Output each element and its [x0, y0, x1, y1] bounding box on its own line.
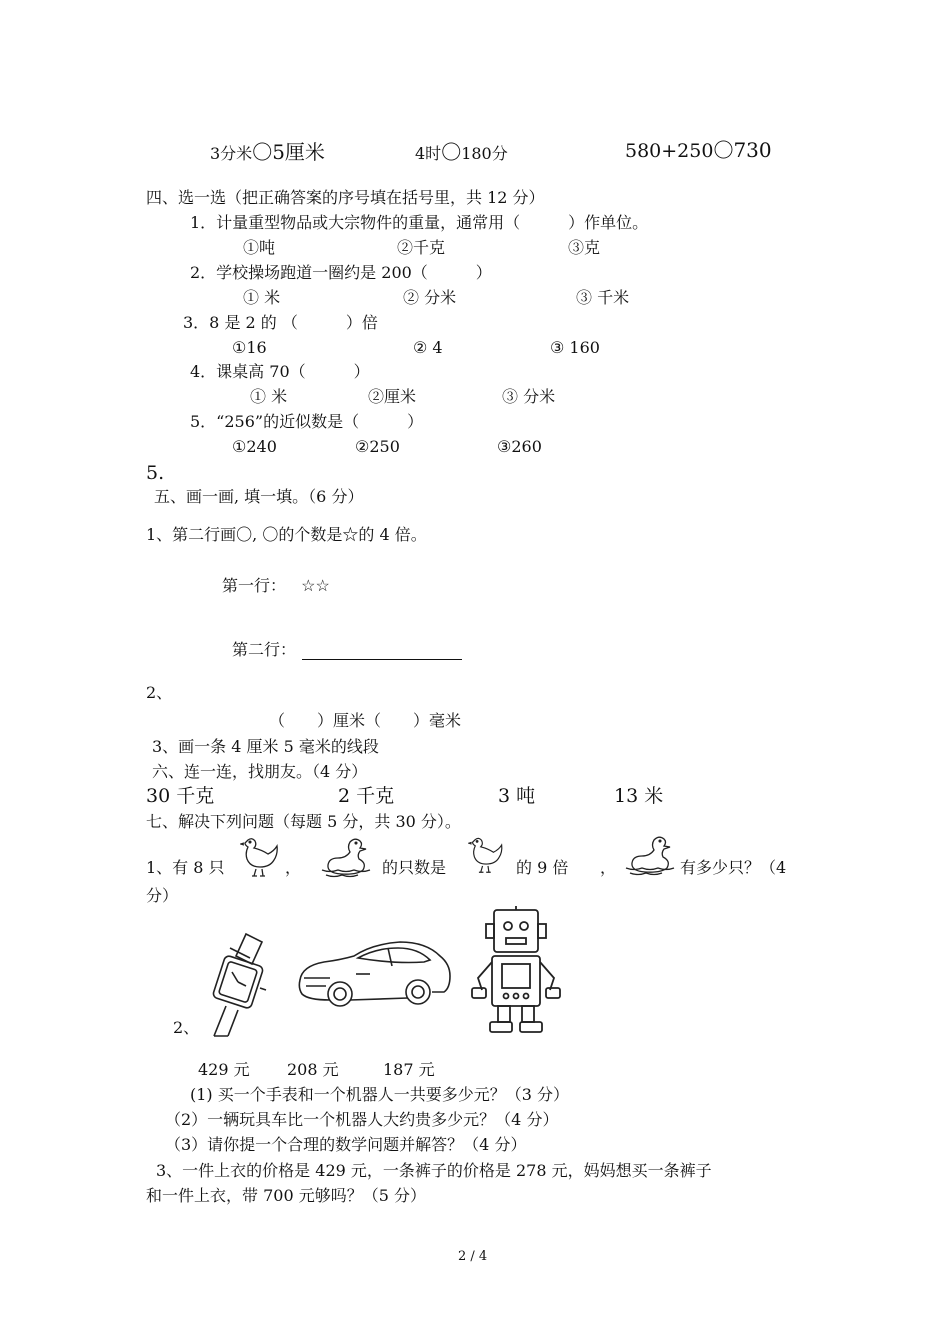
s4-q5-opt2: ②250: [355, 437, 400, 456]
s7-q3-line1: 3、一件上衣的价格是 429 元，一条裤子的价格是 278 元，妈妈想买一条裤子: [156, 1161, 712, 1180]
chicken-icon-2: [468, 834, 508, 876]
price-watch: 429 元: [198, 1060, 250, 1079]
compare-a-left: 3分米: [210, 144, 253, 163]
s6-item-2: 2 千克: [338, 785, 395, 807]
s4-q1-opt2: ②千克: [397, 238, 446, 257]
s5-q1: 1、第二行画〇, 〇的个数是☆的 4 倍。: [146, 525, 427, 544]
compare-a-circle: 〇: [252, 140, 273, 164]
s4-q1: 1．计量重型物品或大宗物件的重量，通常用（ ）作单位。: [190, 213, 649, 232]
s4-q2: 2．学校操场跑道一圈约是 200（ ）: [190, 263, 492, 282]
section4-heading: 四、选一选（把正确答案的序号填在括号里，共 12 分）: [146, 188, 545, 207]
s6-item-3: 3 吨: [498, 785, 536, 807]
s5-q2-blank: （ ）厘米（ ）毫米: [269, 711, 462, 730]
compare-b-left: 4时: [415, 144, 442, 163]
stray-number: 5.: [146, 462, 165, 484]
s4-q5: 5．“256”的近似数是（ ）: [190, 412, 424, 431]
section6-heading: 六、连一连，找朋友。（4 分）: [152, 762, 368, 781]
s7-q1-comma1: ，: [285, 858, 302, 877]
chicken-icon: [240, 836, 284, 878]
s5-row2-label: 第二行：: [232, 640, 297, 659]
s5-q3: 3、画一条 4 厘米 5 毫米的线段: [152, 737, 379, 756]
s7-q2-2: （2）一辆玩具车比一个机器人大约贵多少元？（4 分）: [165, 1110, 559, 1129]
s4-q2-opt2: ② 分米: [403, 288, 457, 307]
s4-q4: 4．课桌高 70（ ）: [190, 362, 370, 381]
s4-q5-opt1: ①240: [232, 437, 277, 456]
s5-row1-stars: ☆☆: [301, 576, 330, 595]
s6-item-1: 30 千克: [146, 785, 215, 807]
s4-q3-opt1: ①16: [232, 338, 267, 357]
s7-q2-3: （3）请你提一个合理的数学问题并解答？（4 分）: [165, 1135, 527, 1154]
duck-icon: [320, 836, 376, 878]
page-number: 2 / 4: [458, 1249, 488, 1264]
s5-row2-answer-line[interactable]: [302, 641, 462, 660]
compare-c-right: 730: [733, 138, 772, 162]
s7-q1-d: 有多少只？（4: [680, 858, 787, 877]
s4-q5-opt3: ③260: [497, 437, 542, 456]
s4-q3-opt3: ③ 160: [550, 338, 600, 357]
s6-item-4: 13 米: [614, 785, 664, 807]
s7-q1-c: 的 9 倍: [516, 858, 569, 877]
s4-q1-opt1: ①吨: [243, 238, 276, 257]
s5-row1: [222, 576, 330, 596]
duck-icon-2: [624, 834, 680, 876]
s4-q2-opt1: ① 米: [243, 288, 281, 307]
s5-q2: 2、: [146, 683, 173, 702]
section5-heading: 五、画一画, 填一填。（6 分）: [154, 487, 364, 506]
compare-b: [415, 140, 508, 164]
compare-a: [210, 140, 325, 164]
s5-row2: [232, 640, 462, 660]
s7-q1-b: 的只数是: [382, 858, 447, 877]
s4-q4-opt3: ③ 分米: [502, 387, 556, 406]
compare-a-right: 5厘米: [272, 140, 325, 164]
compare-c: [625, 138, 772, 162]
s7-q1-a: 1、有 8 只: [146, 858, 225, 877]
section7-heading: 七、解决下列问题（每题 5 分，共 30 分）。: [146, 812, 461, 831]
s4-q4-opt1: ① 米: [250, 387, 288, 406]
robot-icon: [466, 906, 566, 1036]
s7-q2-1: (1) 买一个手表和一个机器人一共要多少元？（3 分）: [190, 1085, 570, 1104]
compare-b-right: 180分: [461, 144, 508, 163]
s7-q3-line2: 和一件上衣，带 700 元够吗？（5 分）: [146, 1186, 426, 1205]
s7-q1-e: 分）: [146, 886, 179, 905]
compare-b-circle: 〇: [441, 140, 462, 164]
s4-q3-opt2: ② 4: [413, 338, 443, 357]
s7-q2-label: 2、: [173, 1018, 200, 1037]
s4-q4-opt2: ②厘米: [368, 387, 417, 406]
toy-car-icon: [296, 938, 454, 1012]
compare-c-circle: 〇: [713, 138, 734, 162]
s4-q3: 3．8 是 2 的 （ ）倍: [183, 313, 378, 332]
price-car: 208 元: [287, 1060, 339, 1079]
compare-c-left: 580+250: [625, 140, 714, 162]
s5-row1-label: 第一行：: [222, 576, 287, 595]
s7-q1-comma2: ，: [600, 858, 617, 877]
watch-icon: [208, 930, 270, 1038]
s4-q1-opt3: ③克: [568, 238, 601, 257]
price-robot: 187 元: [383, 1060, 435, 1079]
s4-q2-opt3: ③ 千米: [576, 288, 630, 307]
